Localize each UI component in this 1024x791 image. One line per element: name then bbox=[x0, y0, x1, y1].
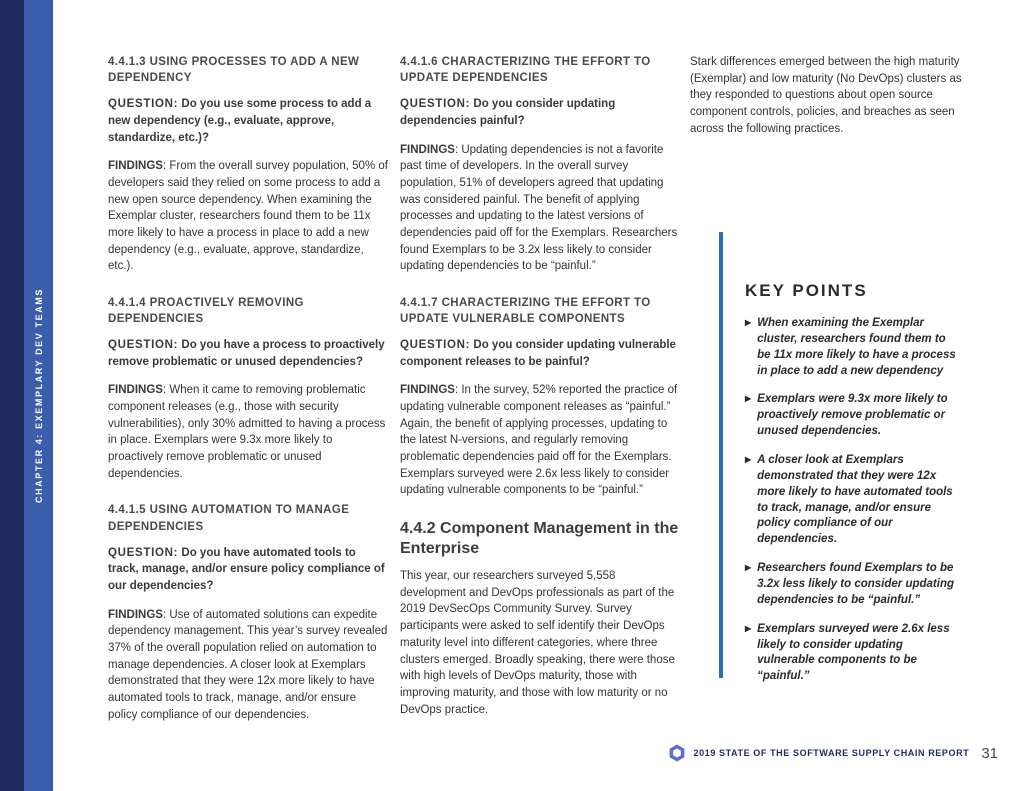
findings-text: : Updating dependencies is not a favorite past time of developers. In the overall survey population, 51% of developers agreed that updating was considered painful. The benefit of applying processes and updating to the latest versions of dependencies paid off for the Exemplars. Researchers found Exemplars to be 3.2x less likely to consider updating dependencies to be “painful.” bbox=[400, 143, 678, 273]
key-point-text: Exemplars surveyed were 2.6x less likely to consider updating vulnerable components to be “painful.” bbox=[757, 622, 950, 683]
findings-label: FINDINGS bbox=[108, 384, 163, 397]
section-heading: 4.4.1.3 USING PROCESSES TO ADD A NEW DEPENDENCY bbox=[108, 56, 360, 85]
hexagon-logo-icon bbox=[668, 744, 686, 762]
bullet-arrow-icon: ▶ bbox=[745, 563, 752, 573]
bullet-arrow-icon: ▶ bbox=[745, 623, 752, 633]
key-point-text: Researchers found Exemplars to be 3.2x less likely to consider updating dependencies to be “painful.” bbox=[757, 562, 954, 606]
question-text: Do you consider updating vulnerable component releases to be painful? bbox=[400, 339, 676, 368]
section-4413 bbox=[108, 54, 388, 275]
question-paragraph bbox=[400, 337, 680, 370]
key-point-item bbox=[745, 622, 962, 685]
key-point-text: When examining the Exemplar cluster, researchers found them to be 11x more likely to have a process in place to add a new dependency bbox=[757, 317, 956, 377]
question-label: QUESTION: bbox=[108, 546, 179, 559]
findings-label: FINDINGS bbox=[108, 608, 163, 621]
section-heading-large: 4.4.2 Component Management in the Enterprise bbox=[400, 520, 679, 558]
question-paragraph bbox=[400, 96, 680, 129]
findings-label: FINDINGS bbox=[108, 160, 163, 173]
findings-text: : Use of automated solutions can expedite dependency management. This year’s survey revealed 37% of the overall population relied on automation to manage dependencies. A closer look at Exemplars demonstrated that they were 12x more likely to have automated tools to track, manage, and/or ensure policy compliance of our dependencies. bbox=[108, 608, 388, 721]
findings-paragraph bbox=[108, 607, 388, 724]
question-label: QUESTION: bbox=[108, 339, 179, 352]
key-point-text: A closer look at Exemplars demonstrated that they were 12x more likely to have automated tools to track, manage, and/or ensure policy compliance of our dependencies. bbox=[757, 454, 953, 546]
edge-strip bbox=[0, 0, 24, 791]
findings-label: FINDINGS bbox=[400, 384, 455, 397]
section-4414 bbox=[108, 295, 388, 483]
key-point-item bbox=[745, 561, 962, 609]
key-point-text: Exemplars were 9.3x more likely to proactively remove problematic or unused dependencies. bbox=[757, 393, 948, 438]
footer-report-title: 2019 STATE OF THE SOFTWARE SUPPLY CHAIN REPORT bbox=[693, 748, 970, 758]
key-point-item bbox=[745, 392, 962, 440]
body-paragraph: This year, our researchers surveyed 5,558 development and DevOps professionals as part of the 2019 DevSecOps Community Survey. Survey participants were asked to self identify their DevOps maturity level into different categories, where three clusters emerged. Broadly speaking, there were those with high levels of DevOps maturity, those with improving maturity, and those with low maturity or no DevOps practice. bbox=[400, 570, 675, 716]
question-text: Do you consider updating dependencies painful? bbox=[400, 98, 616, 127]
question-text: Do you have automated tools to track, manage, and/or ensure policy compliance of our dependencies? bbox=[108, 546, 385, 592]
findings-paragraph bbox=[108, 382, 388, 482]
findings-text: : In the survey, 52% reported the practice of updating vulnerable component releases as “painful.” Again, the benefit of applying processes, updating to the latest N-versions, and regularly removing problematic dependencies paid off for the Exemplars. Exemplars surveyed were 2.6x less likely to consider updating vulnerable components to be “painful.” bbox=[400, 384, 678, 497]
findings-paragraph bbox=[400, 142, 680, 275]
findings-text: : When it came to removing problematic component releases (e.g., those with security vulnerabilities), only 30% admitted to having a process in place. Exemplars were 9.3x more likely to proactively remove problematic or unused dependencies. bbox=[108, 384, 386, 480]
question-label: QUESTION: bbox=[400, 339, 471, 352]
section-heading: 4.4.1.4 PROACTIVELY REMOVING DEPENDENCIES bbox=[108, 296, 304, 325]
key-points-panel bbox=[745, 281, 962, 698]
question-label: QUESTION: bbox=[400, 98, 471, 111]
question-paragraph bbox=[108, 96, 388, 146]
findings-text: : From the overall survey population, 50% of developers said they relied on some process to add a new open source dependency. When examining the Exemplar cluster, researchers found them to be 11x more likely to have a process in place to add a new dependency (e.g., evaluate, approve, standardize, etc.). bbox=[108, 160, 388, 273]
question-paragraph bbox=[108, 545, 388, 595]
section-4415 bbox=[108, 502, 388, 723]
section-442 bbox=[400, 519, 680, 718]
chapter-label: CHAPTER 4: EXEMPLARY DEV TEAMS bbox=[33, 287, 44, 504]
column-2 bbox=[400, 54, 680, 730]
section-4417 bbox=[400, 295, 680, 499]
findings-paragraph bbox=[400, 382, 680, 499]
page-footer bbox=[668, 744, 999, 762]
key-points-rule bbox=[719, 232, 723, 678]
key-point-item bbox=[745, 453, 962, 548]
bullet-arrow-icon: ▶ bbox=[745, 318, 752, 327]
question-text: Do you use some process to add a new dependency (e.g., evaluate, approve, standardize, etc.)? bbox=[108, 98, 372, 144]
section-heading: 4.4.1.7 CHARACTERIZING THE EFFORT TO UPDATE VULNERABLE COMPONENTS bbox=[400, 296, 651, 325]
question-paragraph bbox=[108, 337, 388, 370]
column-1 bbox=[108, 54, 388, 743]
key-point-item bbox=[745, 316, 962, 379]
bullet-arrow-icon: ▶ bbox=[745, 394, 752, 404]
question-text: Do you have a process to proactively remove problematic or unused dependencies? bbox=[108, 339, 385, 368]
chapter-label-wrap bbox=[24, 0, 53, 791]
page-number: 31 bbox=[981, 744, 998, 762]
key-points-heading: KEY POINTS bbox=[745, 281, 868, 300]
column-3 bbox=[690, 54, 962, 149]
question-label: QUESTION: bbox=[108, 98, 179, 111]
section-heading: 4.4.1.6 CHARACTERIZING THE EFFORT TO UPDATE DEPENDENCIES bbox=[400, 56, 651, 85]
section-heading: 4.4.1.5 USING AUTOMATION TO MANAGE DEPENDENCIES bbox=[108, 504, 350, 533]
chapter-strip bbox=[24, 0, 53, 791]
intro-paragraph: Stark differences emerged between the high maturity (Exemplar) and low maturity (No DevOps) clusters as they responded to questions about open source component controls, policies, and breaches as seen across the following practices. bbox=[690, 56, 962, 135]
section-4416 bbox=[400, 54, 680, 275]
findings-label: FINDINGS bbox=[400, 143, 455, 156]
bullet-arrow-icon: ▶ bbox=[745, 455, 752, 465]
findings-paragraph bbox=[108, 158, 388, 275]
